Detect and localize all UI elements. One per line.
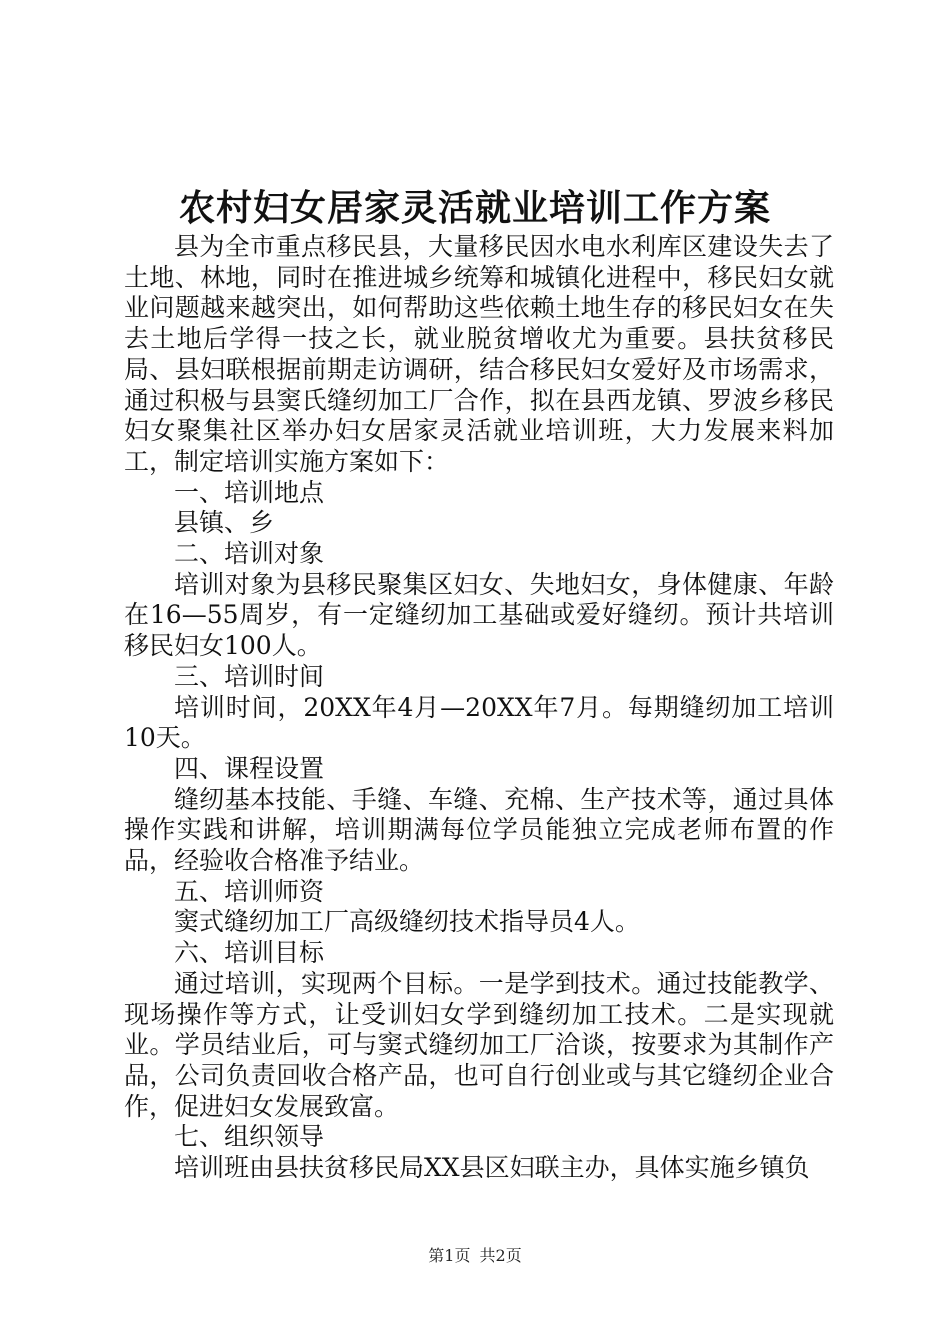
- section-heading-teachers: 五、培训师资: [174, 876, 325, 906]
- paragraph-intro: 县为全市重点移民县，大量移民因水电水利库区建设失去了土地、林地，同时在推进城乡统筹和城镇化进程中，移民妇女就业问题越来越突出，如何帮助这些依赖土地生存的移民妇女在失去土地后学得一技之长，就业脱贫增收尤为重要。县扶贫移民局、县妇联根据前期走访调研，结合移民妇女爱好及市场需求，通过积极与县窦氏缝纫加工厂合作，拟在县西龙镇、罗波乡移民妇女聚集社区举办妇女居家灵活就业培训班，大力发展来料加工，制定培训实施方案如下：: [124, 232, 834, 476]
- paragraph-teachers: 窦式缝纫加工厂高级缝纫技术指导员4人。: [174, 907, 640, 937]
- paragraph-target: 培训对象为县移民聚集区妇女、失地妇女，身体健康、年龄在16—55周岁，有一定缝纫加工基础或爱好缝纫。预计共培训移民妇女100人。: [124, 569, 834, 661]
- document-title: 农村妇女居家灵活就业培训工作方案: [178, 187, 771, 229]
- page-total: 共2页: [479, 1246, 522, 1265]
- page-footer: [0, 1246, 950, 1266]
- paragraph-courses: 缝纫基本技能、手缝、车缝、充棉、生产技术等，通过具体操作实践和讲解，培训期满每位学员能独立完成老师布置的作品，经验收合格准予结业。: [124, 784, 834, 876]
- section-heading-location: 一、培训地点: [174, 477, 325, 507]
- paragraph-goals: 通过培训，实现两个目标。一是学到技术。通过技能教学、现场操作等方式，让受训妇女学到缝纫加工技术。二是实现就业。学员结业后，可与窦式缝纫加工厂洽谈，按要求为其制作产品，公司负责回收合格产品，也可自行创业或与其它缝纫企业合作，促进妇女发展致富。: [124, 968, 834, 1121]
- section-heading-target: 二、培训对象: [174, 539, 325, 569]
- section-heading-time: 三、培训时间: [174, 661, 325, 691]
- paragraph-time: 培训时间，20XX年4月—20XX年7月。每期缝纫加工培训10天。: [124, 692, 834, 753]
- section-heading-courses: 四、课程设置: [174, 753, 325, 783]
- section-heading-goals: 六、培训目标: [174, 938, 325, 968]
- paragraph-leadership: 培训班由县扶贫移民局XX县区妇联主办，具体实施乡镇负: [174, 1153, 810, 1183]
- document-body: [124, 232, 834, 1184]
- paragraph-location: 县镇、乡: [174, 508, 275, 538]
- page-number: 第1页: [428, 1246, 471, 1265]
- section-heading-leadership: 七、组织领导: [174, 1122, 325, 1152]
